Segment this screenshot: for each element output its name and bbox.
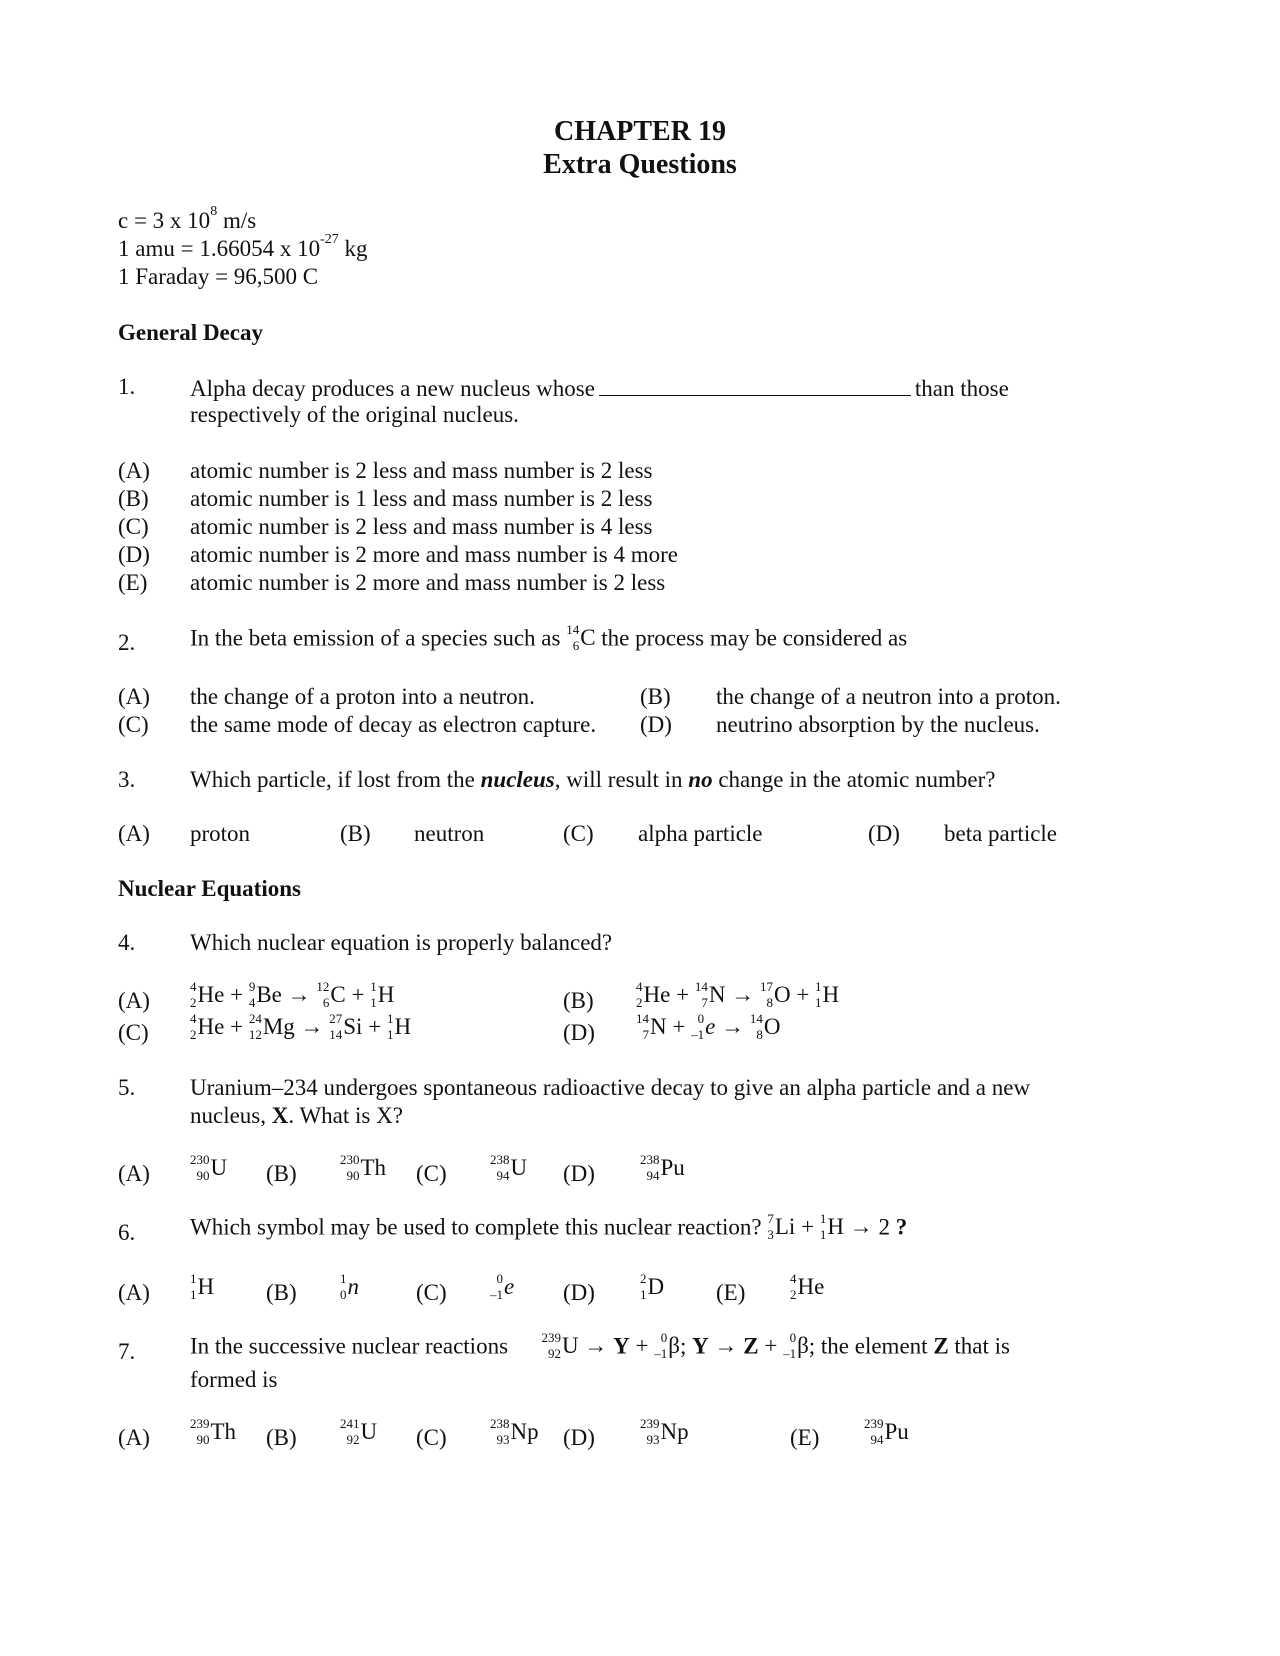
constant-amu-text: 1 amu = 1.66054 x 10 xyxy=(118,236,321,261)
mass-number: 0 xyxy=(496,1271,503,1286)
isotope xyxy=(249,981,282,1009)
atomic-number: 1 xyxy=(815,995,822,1010)
atomic-number: 1 xyxy=(386,1027,394,1042)
atomic-number: 2 xyxy=(790,1287,797,1302)
equation-b xyxy=(636,979,840,1011)
plus-sign: + xyxy=(672,1014,686,1040)
isotope xyxy=(750,1013,781,1041)
plus-sign: + xyxy=(635,1333,649,1359)
mass-number: 17 xyxy=(759,979,773,994)
isotope xyxy=(329,1013,362,1041)
isotope xyxy=(190,981,224,1009)
question-3-text xyxy=(190,768,996,791)
coefficient: 2 xyxy=(872,1214,896,1240)
option-label: (B) xyxy=(563,988,594,1013)
atomic-number: 0 xyxy=(340,1287,347,1302)
atomic-number: 94 xyxy=(646,1168,660,1183)
arrow-icon: → xyxy=(287,982,311,1008)
element-symbol: H xyxy=(822,982,840,1007)
arrow-icon: → xyxy=(731,982,755,1008)
isotope xyxy=(387,1013,411,1041)
mass-number: 238 xyxy=(490,1152,510,1167)
isotope xyxy=(542,1332,579,1360)
isotope xyxy=(691,1013,715,1041)
question-number: 1. xyxy=(118,374,136,399)
section-heading-nuclear-equations: Nuclear Equations xyxy=(118,876,301,901)
option-label: (C) xyxy=(416,1425,447,1450)
option-label: (D) xyxy=(563,1425,595,1450)
option-label: (D) xyxy=(563,1280,595,1305)
section-heading-general-decay: General Decay xyxy=(118,320,263,345)
plus-sign: + xyxy=(801,1214,815,1240)
option-label: (C) xyxy=(118,712,149,737)
element-symbol: C xyxy=(330,982,346,1007)
question-3-text-part: change in the atomic number? xyxy=(712,767,996,792)
question-1-text-cont: respectively of the original nucleus. xyxy=(190,402,519,427)
element-symbol: e xyxy=(504,1274,515,1299)
atomic-number: 8 xyxy=(766,995,773,1010)
element-symbol: He xyxy=(197,1014,225,1039)
atomic-number: 94 xyxy=(870,1432,884,1447)
question-7-text xyxy=(190,1330,1010,1362)
mass-number: 230 xyxy=(340,1152,360,1167)
isotope-c14 xyxy=(566,624,595,652)
mass-number: 9 xyxy=(248,979,256,994)
mass-number: 12 xyxy=(316,979,330,994)
atomic-number: 14 xyxy=(329,1027,343,1042)
mass-number: 27 xyxy=(329,1011,343,1026)
option-isotope xyxy=(190,1416,237,1448)
mass-number: 1 xyxy=(819,1211,827,1226)
option-isotope xyxy=(490,1152,528,1184)
atomic-number: 2 xyxy=(190,1027,197,1042)
option-label: (B) xyxy=(640,684,671,709)
option-label: (A) xyxy=(118,821,150,846)
element-symbol: Si xyxy=(343,1014,363,1039)
atomic-number: 90 xyxy=(196,1432,210,1447)
constant-amu-exponent: -27 xyxy=(320,232,339,247)
equation-c xyxy=(190,1011,412,1043)
atomic-number: 90 xyxy=(196,1168,210,1183)
option-label: (A) xyxy=(118,1425,150,1450)
atomic-number: 2 xyxy=(636,995,643,1010)
element-symbol: C xyxy=(580,625,596,650)
atomic-number: 6 xyxy=(322,995,330,1010)
element-symbol: Pu xyxy=(884,1419,909,1444)
option-text: neutrino absorption by the nucleus. xyxy=(716,712,1040,737)
question-number: 3. xyxy=(118,767,136,792)
isotope xyxy=(820,1213,844,1241)
question-number: 4. xyxy=(118,930,136,955)
atomic-number: 1 xyxy=(640,1287,647,1302)
mass-number: 0 xyxy=(697,1011,705,1026)
element-symbol: U xyxy=(360,1419,378,1444)
option-label: (D) xyxy=(868,821,900,846)
option-label: (D) xyxy=(563,1161,595,1186)
option-label: (E) xyxy=(118,570,148,595)
mass-number: 4 xyxy=(636,979,643,994)
mass-number: 239 xyxy=(864,1416,884,1431)
mass-number: 1 xyxy=(386,1011,394,1026)
question-7-text-cont: formed is xyxy=(190,1367,278,1392)
question-5-text: Uranium–234 undergoes spontaneous radioactive decay to give an alpha particle and a new xyxy=(190,1075,1031,1100)
atomic-number: 2 xyxy=(190,995,197,1010)
isotope xyxy=(760,981,791,1009)
option-isotope xyxy=(640,1152,685,1184)
question-2-text-end: the process may be considered as xyxy=(601,625,908,651)
element-symbol: Th xyxy=(210,1419,237,1444)
option-text: the change of a neutron into a proton. xyxy=(716,684,1061,709)
option-label: (D) xyxy=(640,712,672,737)
question-3-text-part: Which particle, if lost from the xyxy=(190,767,481,792)
emphasis-no: no xyxy=(688,767,713,792)
option-label: (C) xyxy=(416,1280,447,1305)
question-5-bold-x: X xyxy=(271,1103,289,1128)
option-label: (B) xyxy=(266,1280,297,1305)
option-isotope xyxy=(190,1152,228,1184)
mass-number: 1 xyxy=(370,979,377,994)
mass-number: 239 xyxy=(640,1416,660,1431)
question-6-text-main: Which symbol may be used to complete this nuclear reaction? xyxy=(190,1214,762,1240)
constant-amu-unit: kg xyxy=(338,236,368,261)
option-label: (C) xyxy=(563,821,594,846)
question-number: 5. xyxy=(118,1075,136,1100)
element-symbol: β xyxy=(668,1333,680,1358)
mass-number: 0 xyxy=(660,1330,668,1345)
element-symbol: Li xyxy=(774,1214,796,1239)
question-1-text xyxy=(190,375,1009,400)
option-text: atomic number is 2 more and mass number is 4 more xyxy=(190,542,679,567)
mass-number: 1 xyxy=(190,1271,197,1286)
option-label: (C) xyxy=(118,514,149,539)
mass-number: 4 xyxy=(790,1271,797,1286)
question-number: 2. xyxy=(118,630,136,655)
option-text: the change of a proton into a neutron. xyxy=(190,684,535,709)
answer-blank xyxy=(599,375,911,396)
mass-number: 238 xyxy=(640,1152,660,1167)
option-isotope xyxy=(864,1416,909,1448)
mass-number: 239 xyxy=(541,1330,562,1345)
element-symbol: n xyxy=(347,1274,359,1299)
option-label: (B) xyxy=(266,1161,297,1186)
element-symbol: e xyxy=(705,1014,716,1039)
option-isotope xyxy=(490,1416,539,1448)
atomic-number: 1 xyxy=(190,1287,197,1302)
arrow-icon: → xyxy=(849,1214,873,1240)
atomic-number: 1 xyxy=(370,995,377,1010)
atomic-number: 7 xyxy=(642,1027,649,1042)
mass-number: 1 xyxy=(815,979,822,994)
isotope xyxy=(636,981,670,1009)
atomic-number: 94 xyxy=(496,1168,510,1183)
isotope xyxy=(767,1213,795,1241)
option-label: (D) xyxy=(118,542,150,567)
plus-sign: + xyxy=(796,982,810,1008)
symbol-z: Z xyxy=(743,1333,759,1359)
atomic-number: –1 xyxy=(654,1346,668,1361)
equation-a xyxy=(190,979,395,1011)
question-number: 7. xyxy=(118,1339,136,1364)
semicolon: ; xyxy=(679,1333,687,1359)
element-symbol: H xyxy=(827,1214,844,1239)
option-label: (A) xyxy=(118,1161,150,1186)
option-label: (A) xyxy=(118,458,150,483)
mass-number: 1 xyxy=(340,1271,347,1286)
mass-number: 14 xyxy=(636,1011,649,1026)
option-label: (E) xyxy=(716,1280,746,1305)
isotope xyxy=(249,1013,295,1041)
element-symbol: Be xyxy=(256,982,282,1007)
atomic-number: –1 xyxy=(490,1287,503,1302)
element-symbol: Np xyxy=(660,1419,689,1444)
atomic-number: 7 xyxy=(701,995,708,1010)
mass-number: 241 xyxy=(340,1416,360,1431)
mass-number: 7 xyxy=(767,1211,774,1226)
option-label: (B) xyxy=(340,821,371,846)
symbol-z: Z xyxy=(933,1333,949,1359)
option-label: (E) xyxy=(790,1425,820,1450)
question-mark: ? xyxy=(895,1214,908,1240)
element-symbol: N xyxy=(650,1014,667,1039)
plus-sign: + xyxy=(676,982,690,1008)
question-2-text xyxy=(190,622,908,654)
element-symbol: Mg xyxy=(262,1014,295,1039)
atomic-number: 12 xyxy=(248,1027,262,1042)
element-symbol: Pu xyxy=(660,1155,685,1180)
option-text: alpha particle xyxy=(638,821,763,846)
isotope xyxy=(316,981,345,1009)
element-symbol: β xyxy=(797,1333,809,1358)
arrow-icon: → xyxy=(584,1333,608,1359)
atomic-number: 93 xyxy=(496,1432,510,1447)
option-isotope xyxy=(640,1416,689,1448)
option-label: (D) xyxy=(563,1020,595,1045)
plus-sign: + xyxy=(230,982,244,1008)
option-isotope xyxy=(340,1152,387,1184)
option-text: atomic number is 2 less and mass number is 2 less xyxy=(190,458,653,483)
mass-number: 239 xyxy=(190,1416,210,1431)
isotope xyxy=(370,981,394,1009)
option-label: (B) xyxy=(118,486,149,511)
element-symbol: U xyxy=(210,1155,228,1180)
plus-sign: + xyxy=(368,1014,382,1040)
mass-number: 0 xyxy=(789,1330,797,1345)
atomic-number: 92 xyxy=(548,1346,562,1361)
question-3-text-part: , will result in xyxy=(554,767,689,792)
question-7-text-part: ; the element xyxy=(808,1333,934,1359)
question-number: 6. xyxy=(118,1220,136,1245)
option-isotope xyxy=(490,1271,515,1303)
isotope xyxy=(654,1332,680,1360)
option-label: (A) xyxy=(118,1280,150,1305)
element-symbol: He xyxy=(197,982,225,1007)
constant-c-text: c = 3 x 10 xyxy=(118,208,211,233)
element-symbol: He xyxy=(643,982,671,1007)
element-symbol: Np xyxy=(510,1419,539,1444)
isotope xyxy=(636,1013,667,1041)
page-subtitle: Extra Questions xyxy=(543,149,737,180)
option-label: (B) xyxy=(266,1425,297,1450)
symbol-y: Y xyxy=(692,1333,709,1359)
isotope xyxy=(190,1013,224,1041)
option-isotope xyxy=(640,1271,665,1303)
mass-number: 2 xyxy=(640,1271,647,1286)
question-5-text-part: nucleus, xyxy=(190,1103,272,1128)
question-5-text-part: . What is X? xyxy=(288,1103,403,1128)
element-symbol: He xyxy=(797,1274,825,1299)
atomic-number: 4 xyxy=(248,995,256,1010)
option-text: the same mode of decay as electron capture. xyxy=(190,712,597,737)
option-text: neutron xyxy=(414,821,485,846)
atomic-number: 8 xyxy=(756,1027,763,1042)
element-symbol: H xyxy=(377,982,395,1007)
option-text: atomic number is 2 less and mass number is 4 less xyxy=(190,514,653,539)
question-6-text xyxy=(190,1211,908,1243)
constant-faraday: 1 Faraday = 96,500 C xyxy=(118,264,319,289)
atomic-number: 93 xyxy=(646,1432,660,1447)
symbol-y: Y xyxy=(613,1333,630,1359)
option-isotope xyxy=(190,1271,215,1303)
option-text: atomic number is 1 less and mass number is 2 less xyxy=(190,486,653,511)
arrow-icon: → xyxy=(300,1014,324,1040)
mass-number: 14 xyxy=(566,622,580,637)
arrow-icon: → xyxy=(721,1014,745,1040)
equation-d xyxy=(636,1011,781,1043)
constant-amu xyxy=(118,232,368,261)
mass-number: 14 xyxy=(749,1011,763,1026)
emphasis-nucleus: nucleus xyxy=(480,767,555,792)
question-7-text-start: In the successive nuclear reactions xyxy=(190,1333,509,1359)
element-symbol: N xyxy=(708,982,726,1007)
option-text: atomic number is 2 more and mass number is 2 less xyxy=(190,570,666,595)
arrow-icon: → xyxy=(714,1333,738,1359)
element-symbol: H xyxy=(197,1274,215,1299)
option-text: proton xyxy=(190,821,251,846)
atomic-number: 3 xyxy=(767,1227,774,1242)
option-label: (C) xyxy=(416,1161,447,1186)
question-4-text: Which nuclear equation is properly balanced? xyxy=(190,930,613,955)
mass-number: 14 xyxy=(694,979,708,994)
mass-number: 230 xyxy=(190,1152,210,1167)
constant-c xyxy=(118,204,257,233)
option-label: (C) xyxy=(118,1020,149,1045)
element-symbol: H xyxy=(394,1014,412,1039)
atomic-number: –1 xyxy=(783,1346,797,1361)
mass-number: 4 xyxy=(190,1011,197,1026)
element-symbol: U xyxy=(562,1333,579,1358)
isotope xyxy=(815,981,839,1009)
plus-sign: + xyxy=(351,982,365,1008)
element-symbol: O xyxy=(763,1014,781,1039)
atomic-number: 6 xyxy=(572,638,580,653)
question-1-text-start: Alpha decay produces a new nucleus whose xyxy=(190,376,595,401)
atomic-number: –1 xyxy=(691,1027,705,1042)
question-2-text-start: In the beta emission of a species such as xyxy=(190,625,561,651)
mass-number: 4 xyxy=(190,979,197,994)
element-symbol: Th xyxy=(360,1155,387,1180)
isotope xyxy=(783,1332,809,1360)
atomic-number: 90 xyxy=(346,1168,360,1183)
option-isotope xyxy=(340,1271,359,1303)
element-symbol: D xyxy=(647,1274,665,1299)
question-1-text-end: than those xyxy=(914,376,1009,401)
atomic-number: 92 xyxy=(346,1432,360,1447)
chapter-title: CHAPTER 19 xyxy=(554,116,726,147)
option-label: (A) xyxy=(118,988,150,1013)
plus-sign: + xyxy=(230,1014,244,1040)
plus-sign: + xyxy=(764,1333,778,1359)
element-symbol: O xyxy=(773,982,791,1007)
isotope xyxy=(695,981,726,1009)
element-symbol: U xyxy=(510,1155,528,1180)
option-isotope xyxy=(790,1271,825,1303)
constant-c-exponent: 8 xyxy=(210,204,218,219)
question-5-text-cont xyxy=(190,1104,403,1127)
question-7-text-part: that is xyxy=(948,1333,1010,1359)
atomic-number: 1 xyxy=(819,1227,827,1242)
mass-number: 24 xyxy=(248,1011,262,1026)
option-label: (A) xyxy=(118,684,150,709)
option-isotope xyxy=(340,1416,378,1448)
constant-c-unit: m/s xyxy=(217,208,257,233)
mass-number: 238 xyxy=(490,1416,510,1431)
option-text: beta particle xyxy=(944,821,1058,846)
